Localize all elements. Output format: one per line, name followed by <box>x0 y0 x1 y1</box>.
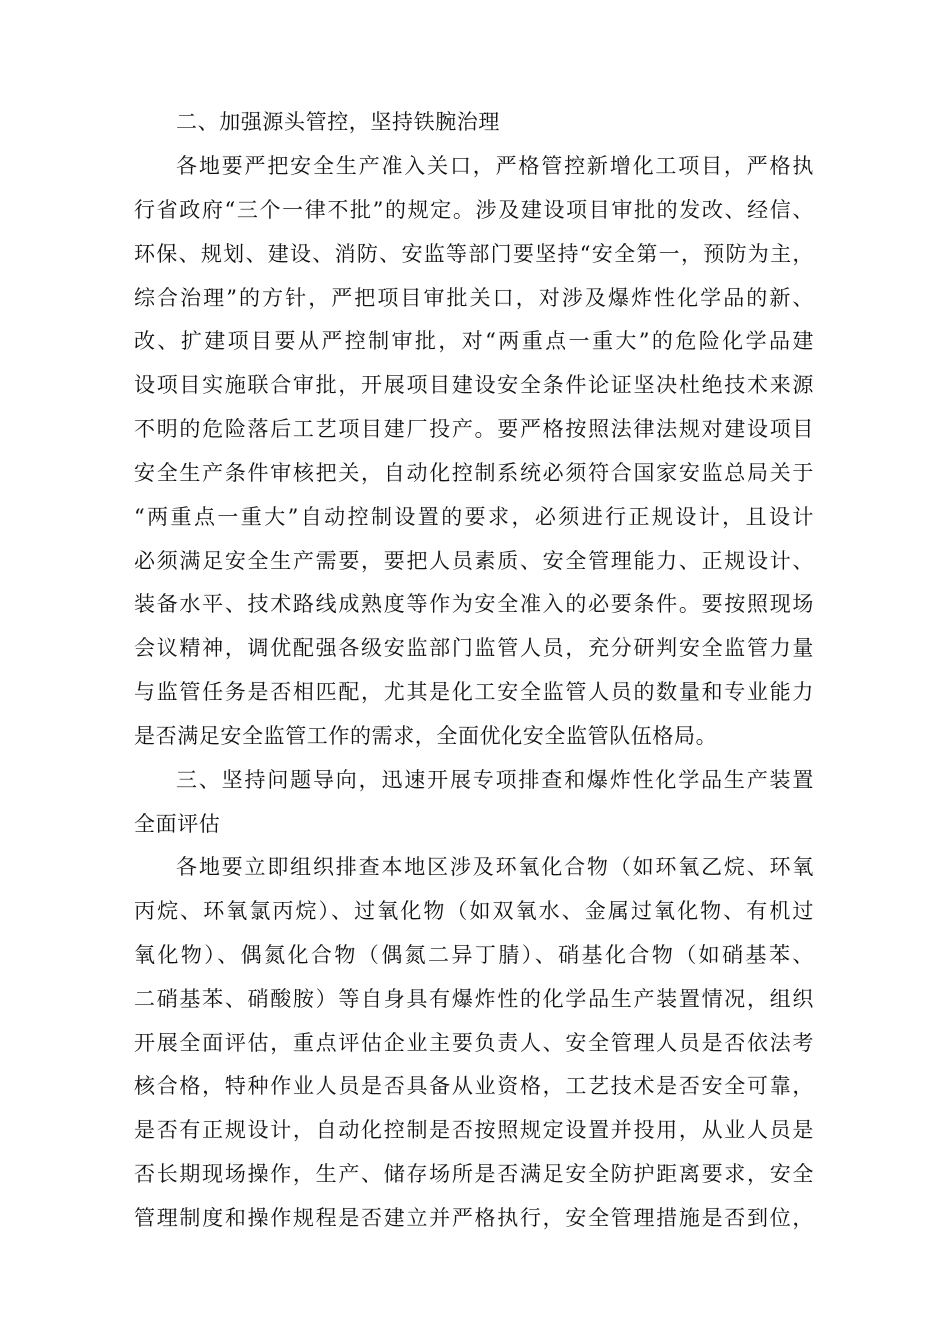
paragraph-line: 是否满足安全监管工作的需求，全面优化安全监管队伍格局。 <box>134 724 718 748</box>
section-heading-2: 二、加强源头管控，坚持铁腕治理 <box>176 110 500 134</box>
paragraph-line: 二硝基苯、硝酸胺）等自身具有爆炸性的化学品生产装置情况，组织 <box>134 987 814 1011</box>
paragraph-line: 安全生产条件审核把关，自动化控制系统必须符合国家安监总局关于 <box>134 461 814 485</box>
paragraph-line: 管理制度和操作规程是否建立并严格执行，安全管理措施是否到位， <box>134 1206 814 1230</box>
paragraph-line: 否长期现场操作，生产、储存场所是否满足安全防护距离要求，安全 <box>134 1162 814 1186</box>
paragraph-line: “两重点一重大”自动控制设置的要求，必须进行正规设计，且设计 <box>134 505 814 529</box>
paragraph-line: 改、扩建项目要从严控制审批，对“两重点一重大”的危险化学品建 <box>134 329 814 353</box>
paragraph-line: 环保、规划、建设、消防、安监等部门要坚持“安全第一，预防为主， <box>134 242 814 266</box>
paragraph-line: 不明的危险落后工艺项目建厂投产。要严格按照法律法规对建设项目 <box>134 417 814 441</box>
paragraph-line: 会议精神，调优配强各级安监部门监管人员，充分研判安全监管力量 <box>134 636 814 660</box>
paragraph-line: 开展全面评估，重点评估企业主要负责人、安全管理人员是否依法考 <box>134 1031 814 1055</box>
paragraph-line: 必须满足安全生产需要，要把人员素质、安全管理能力、正规设计、 <box>134 549 814 573</box>
paragraph-line: 是否有正规设计，自动化控制是否按照规定设置并投用，从业人员是 <box>134 1118 814 1142</box>
paragraph-line: 各地要严把安全生产准入关口，严格管控新增化工项目，严格执 <box>176 154 814 178</box>
paragraph-line: 装备水平、技术路线成熟度等作为安全准入的必要条件。要按照现场 <box>134 592 814 616</box>
paragraph-line: 氧化物）、偶氮化合物（偶氮二异丁腈）、硝基化合物（如硝基苯、 <box>134 943 814 967</box>
paragraph-line: 行省政府“三个一律不批”的规定。涉及建设项目审批的发改、经信、 <box>134 198 814 222</box>
paragraph-line: 核合格，特种作业人员是否具备从业资格，工艺技术是否安全可靠， <box>134 1074 814 1098</box>
paragraph-line: 丙烷、环氧氯丙烷）、过氧化物（如双氧水、金属过氧化物、有机过 <box>134 899 814 923</box>
paragraph-line: 综合治理”的方针，严把项目审批关口，对涉及爆炸性化学品的新、 <box>134 286 814 310</box>
paragraph-line: 各地要立即组织排查本地区涉及环氧化合物（如环氧乙烷、环氧 <box>176 855 814 879</box>
section-heading-3-continued: 全面评估 <box>134 812 221 836</box>
paragraph-line: 与监管任务是否相匹配，尤其是化工安全监管人员的数量和专业能力 <box>134 680 814 704</box>
section-heading-3: 三、坚持问题导向，迅速开展专项排查和爆炸性化学品生产装置 <box>176 768 814 792</box>
paragraph-line: 设项目实施联合审批，开展项目建设安全条件论证坚决杜绝技术来源 <box>134 373 814 397</box>
